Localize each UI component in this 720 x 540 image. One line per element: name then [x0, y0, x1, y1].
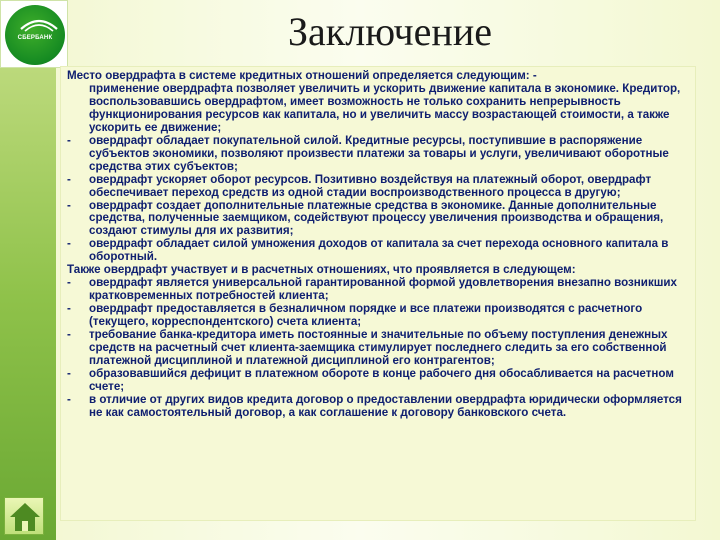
list-dash: - [67, 133, 71, 147]
logo-text: СБЕРБАНК [17, 35, 53, 41]
list-item [67, 238, 689, 264]
list-item-text: овердрафт обладает покупательной силой. Кредитные ресурсы, поступившие в распоряжение субъектов экономики, позволяют произвести платежи за товары и услуги, увеличивают оборотные средства этих субъектов; [89, 133, 669, 173]
list-item-text: в отличие от других видов кредита договор о предоставлении овердрафта юридически оформляется не как самостоятельный договор, а как соглашение к договору банковского счета. [89, 392, 682, 419]
list-dash: - [67, 237, 71, 251]
list-item [67, 303, 689, 329]
home-button[interactable] [4, 497, 44, 535]
list-item-text: овердрафт создает дополнительные платежные средства в экономике. Данные дополнительные средства, полученные заемщиком, содействуют процессу увеличения производства и обращения, создают стимулы для их развития; [89, 198, 664, 238]
list-item-text: овердрафт предоставляется в безналичном порядке и все платежи производятся с расчетного (текущего, корреспондентского) счета клиента; [89, 302, 643, 329]
intro-line: Место овердрафта в системе кредитных отношений определяется следующим: - [67, 69, 537, 82]
list-item-text: овердрафт обладает силой умножения доходов от капитала за счет перехода основного капитала в оборотный. [89, 237, 669, 264]
home-icon [5, 498, 45, 536]
list-item [67, 329, 689, 368]
section2-intro: Также овердрафт участвует и в расчетных отношениях, что проявляется в следующем: [67, 263, 576, 277]
list-item [67, 174, 689, 200]
left-decor-strip [0, 0, 56, 540]
list-dash: - [67, 328, 71, 342]
list-dash: - [67, 392, 71, 406]
list-item-text: требование банка-кредитора иметь постоянные и значительные по объему поступления денежных средств на расчетный счет клиента-заемщика стимулирует последнего следить за его собственной платежной дисциплиной и платежной дисциплиной его контрагентов; [89, 328, 668, 367]
list-item [67, 277, 689, 303]
list-item-text: образовавшийся дефицит в платежном обороте в конце рабочего дня обосабливается на расчетном счете; [89, 366, 674, 393]
list-dash: - [67, 366, 71, 380]
intro-continuation: применение овердрафта позволяет увеличить и ускорить движение капитала в экономике. Кредитор, воспользовавшись овердрафтом, имеет возможность не только сохранить непрерывность функционирования ресурсов как капитала, но и увеличить массу возрастающей стоимости, а также ускорить ее движение; [89, 81, 681, 134]
list-item [67, 135, 689, 174]
list-dash: - [67, 276, 71, 290]
list-dash: - [67, 172, 71, 186]
list-item [67, 200, 689, 239]
list-item-text: овердрафт ускоряет оборот ресурсов. Позитивно воздействуя на платежный оборот, овердрафт обеспечивает переход средств из одной стадии воспроизводственного процесса в другую; [89, 172, 652, 199]
page-title: Заключение [288, 9, 492, 54]
content-panel [60, 66, 696, 521]
list-dash: - [67, 302, 71, 316]
list-item [67, 368, 689, 394]
list-item [67, 394, 689, 420]
list-dash: - [67, 198, 71, 212]
list-item-text: овердрафт является универсальной гарантированной формой удовлетворения внезапно возникших кратковременных потребностей клиента; [89, 276, 677, 303]
